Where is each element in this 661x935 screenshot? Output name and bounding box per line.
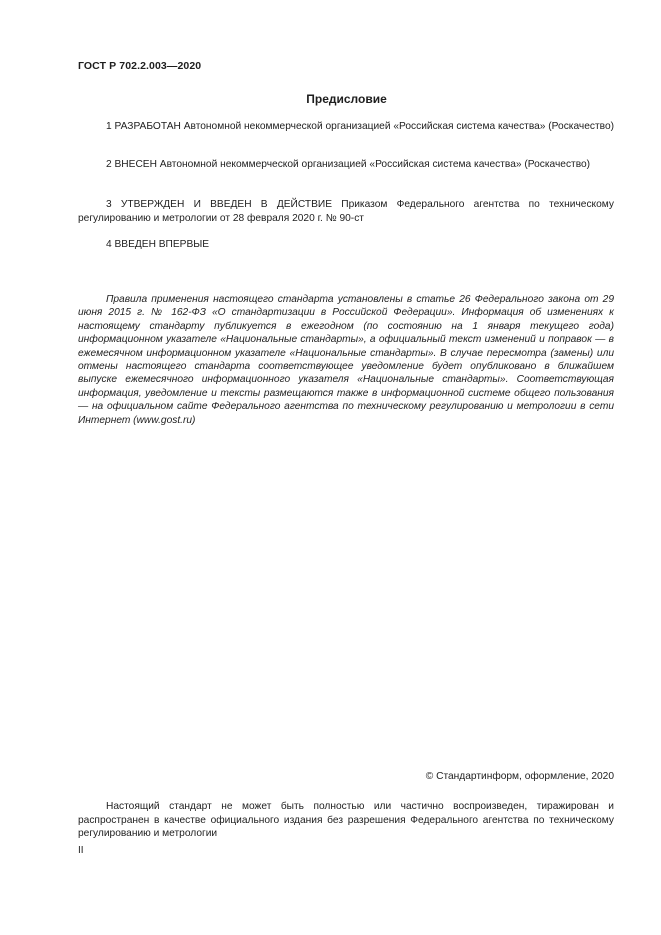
rules-notice [78,293,614,427]
standard-code-header: ГОСТ Р 702.2.003—2020 [78,60,202,72]
foreword-item-3 [78,198,614,225]
foreword-title: Предисловие [306,92,387,106]
foreword-item-4-text: 4 ВВЕДЕН ВПЕРВЫЕ [106,239,210,250]
page-number: II [78,845,84,856]
foreword-item-2 [78,158,614,172]
foreword-item-1-text: 1 РАЗРАБОТАН Автономной некоммерческой организацией «Российская система качества» (Роскачество) [106,121,615,132]
foreword-item-4 [78,238,614,252]
foreword-item-3-text: 3 УТВЕРЖДЕН И ВВЕДЕН В ДЕЙСТВИЕ Приказом Федерального агентства по техническому регулированию и метрологии от 28 февраля 2020 г. № 90-ст [78,199,614,224]
foreword-item-1 [78,120,614,134]
rules-notice-text: Правила применения настоящего стандарта установлены в статье 26 Федерального закона от 29 июня 2015 г. № 162-ФЗ «О стандартизации в Российской Федерации». Информация об изменениях к настоящему стандарту публикуется в ежегодном (по состоянию на 1 января текущего года) информационном указателе «Национальные стандарты», а официальный текст изменений и поправок — в ежемесячном информационном указателе «Национальные стандарты». В случае пересмотра (замены) или отмены настоящего стандарта соответствующее уведомление будет опубликовано в ближайшем выпуске ежемесячного информационного указателя «Национальные стандарты». Соответствующая информация, уведомление и тексты размещаются также в информационной системе общего пользования — на официальном сайте Федерального агентства по техническому регулированию и метрологии в сети Интернет (www.gost.ru) [78,294,614,426]
reproduction-notice-text: Настоящий стандарт не может быть полностью или частично воспроизведен, тиражирован и распространен в качестве официального издания без разрешения Федерального агентства по техническому регулированию и метрологии [78,801,614,840]
reproduction-notice [78,800,614,841]
copyright-line: © Стандартинформ, оформление, 2020 [425,771,614,782]
foreword-item-2-text: 2 ВНЕСЕН Автономной некоммерческой организацией «Российская система качества» (Роскачество) [106,159,591,170]
